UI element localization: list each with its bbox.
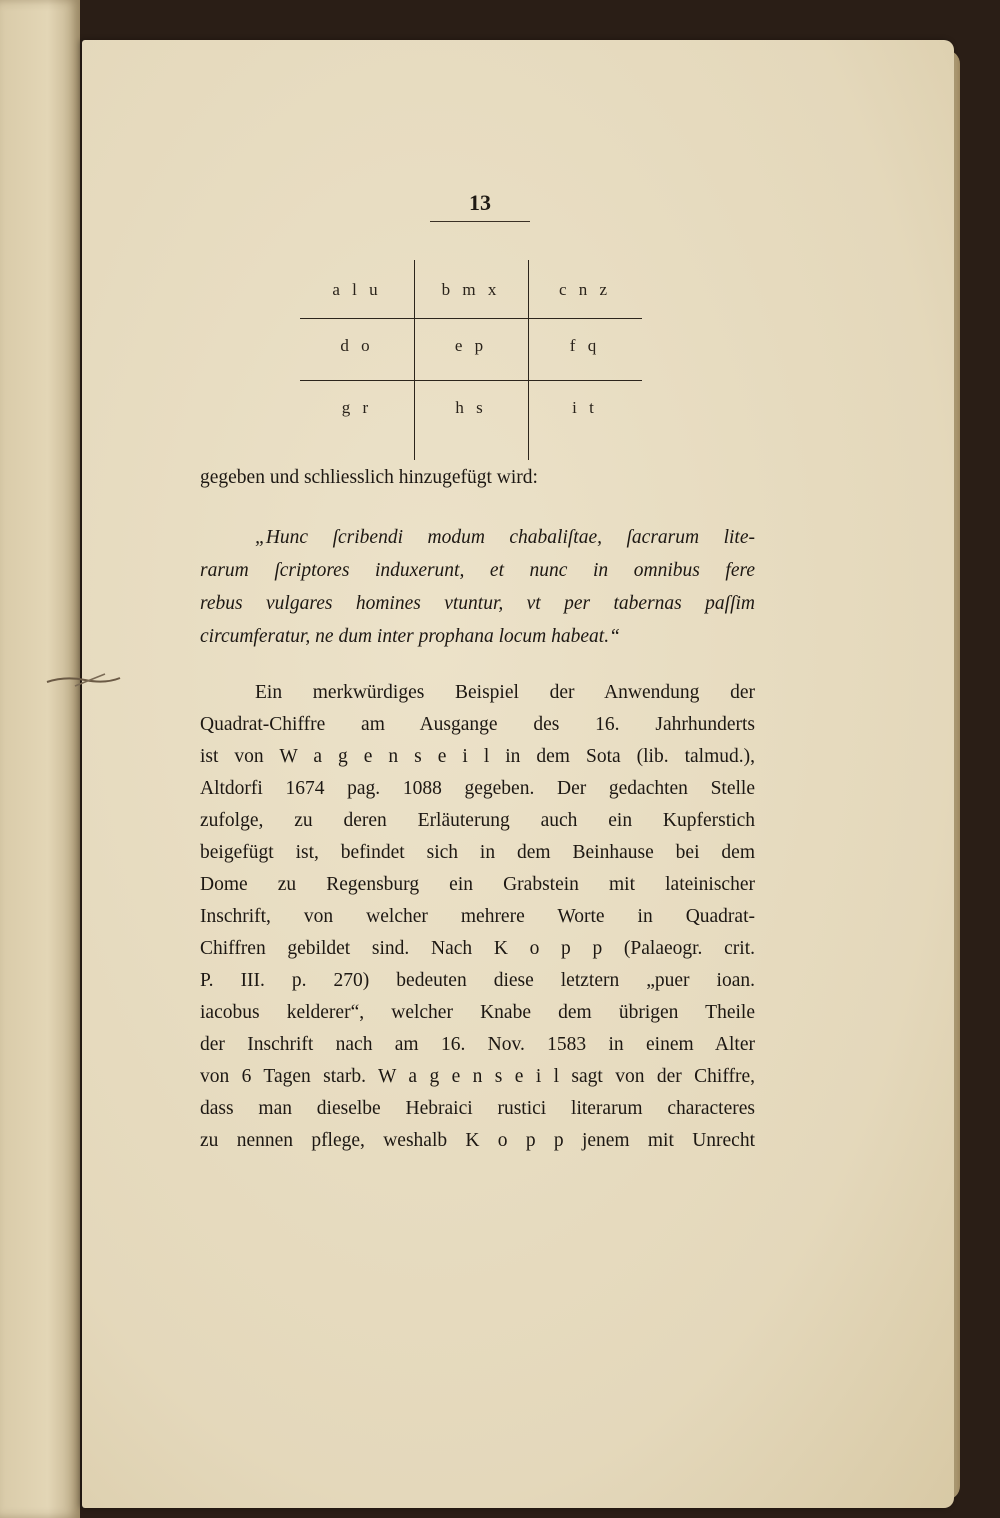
text-line: Quadrat-Chiffre am Ausgange des 16. Jahrhunderts <box>200 714 755 735</box>
text-line: zu nennen pflege, weshalb K o p p jenem mit Unrecht <box>200 1130 755 1151</box>
grid-cell: h s <box>455 398 487 417</box>
grid-cell: d o <box>340 336 374 355</box>
previous-page-edge <box>0 0 80 1518</box>
text-line: beigefügt ist, befindet sich in dem Beinhause bei dem <box>200 842 755 863</box>
text-line: der Inschrift nach am 16. Nov. 1583 in einem Alter <box>200 1034 755 1055</box>
quote-line: rebus vulgares homines vtuntur, vt per tabernas paſſim <box>200 593 755 614</box>
text-line: P. III. p. 270) bedeuten diese letztern „puer ioan. <box>200 970 755 991</box>
grid-cell: a l u <box>332 280 382 299</box>
quote-line: „Hunc ſcribendi modum chabaliſtae, ſacrarum lite- <box>255 527 755 548</box>
page-number: 13 <box>469 190 491 215</box>
text-line: von 6 Tagen starb. W a g e n s e i l sagt von der Chiffre, <box>200 1066 755 1087</box>
text-line: Dome zu Regensburg ein Grabstein mit lateinischer <box>200 874 755 895</box>
cipher-grid <box>300 260 642 460</box>
grid-cell: i t <box>572 398 598 417</box>
ink-mark <box>45 668 125 696</box>
text-line: Altdorfi 1674 pag. 1088 gegeben. Der gedachten Stelle <box>200 778 755 799</box>
grid-divider <box>300 380 642 381</box>
text-line: iacobus kelderer“, welcher Knabe dem übrigen Theile <box>200 1002 755 1023</box>
text-line: zufolge, zu deren Erläuterung auch ein Kupferstich <box>200 810 755 831</box>
grid-cell: c n z <box>558 280 612 299</box>
grid-cell: f q <box>569 336 601 355</box>
text-line: dass man dieselbe Hebraici rustici literarum characteres <box>200 1098 755 1119</box>
text-line: ist von W a g e n s e i l in dem Sota (lib. talmud.), <box>200 746 755 767</box>
grid-cell: g r <box>341 398 373 417</box>
grid-cell: b m x <box>441 280 501 299</box>
grid-cell: e p <box>454 336 488 355</box>
text-line: Ein merkwürdiges Beispiel der Anwendung der <box>255 682 755 703</box>
grid-divider <box>300 318 642 319</box>
text-line: Chiffren gebildet sind. Nach K o p p (Palaeogr. crit. <box>200 938 755 959</box>
quote-line: circumferatur, ne dum inter prophana locum habeat.“ <box>200 626 620 647</box>
text-line: Inschrift, von welcher mehrere Worte in Quadrat- <box>200 906 755 927</box>
quote-line: rarum ſcriptores induxerunt, et nunc in omnibus fere <box>200 560 755 581</box>
page-number-rule <box>430 221 530 222</box>
text-line: gegeben und schliesslich hinzugefügt wird: <box>200 467 538 488</box>
